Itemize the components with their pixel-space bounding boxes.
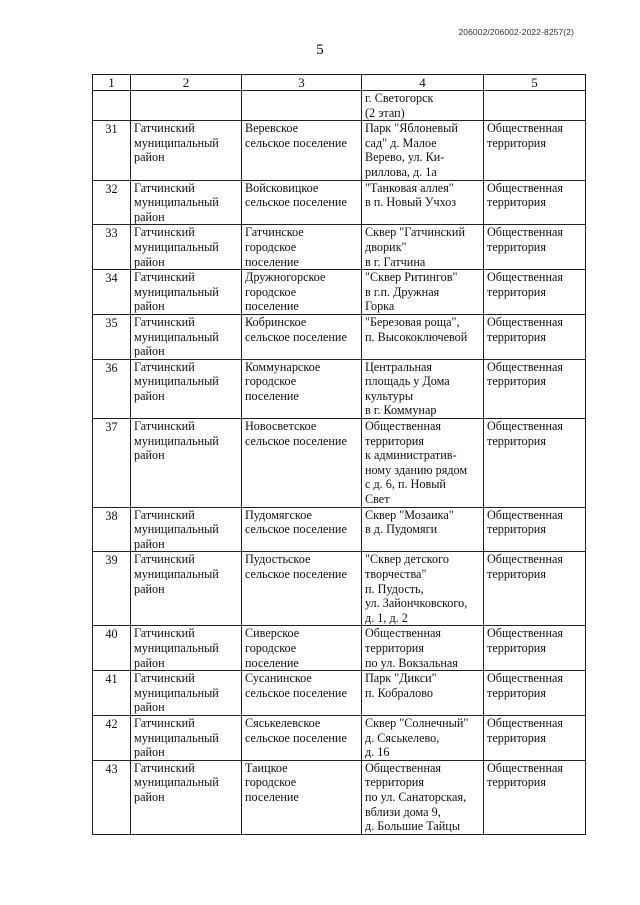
cell-line: Войсковицкое [245,180,319,195]
cell-line: вблизи дома 9, [365,804,441,819]
cell-line: муниципальный [134,522,219,537]
territories-table [92,74,586,835]
cell-line: район [134,745,165,760]
cell-line: территория [487,567,546,581]
cell-line: территория [487,433,546,448]
cell-line: район [134,254,165,269]
cell-line: городское [245,775,297,790]
cell-line: Гатчинский [134,507,195,522]
cell-line: территория [487,329,546,344]
table-row [93,314,586,359]
type-cell [484,507,586,552]
type-cell [484,715,586,760]
row-number: 35 [93,314,131,359]
row-number: 33 [93,225,131,270]
table-row [93,270,586,315]
row-number: 36 [93,359,131,418]
cell-line: Гатчинский [134,715,195,730]
municipality-cell [131,507,242,552]
cell-line: район [134,150,165,165]
cell-line: территория [365,433,424,448]
type-cell [484,359,586,418]
settlement-cell [242,552,362,626]
cell-line: муниципальный [134,374,219,389]
location-cell [362,715,484,760]
cell-line: городское [245,640,297,655]
cell-line: Общественная [487,314,563,329]
cell-line: сельское поселение [245,433,347,448]
table-row [93,507,586,552]
settlement-cell [242,507,362,552]
cell-line: риллова, д. 1а [365,164,437,179]
row-number: 40 [93,626,131,671]
column-header: 1 [93,75,131,91]
type-cell [484,671,586,716]
settlement-cell [242,419,362,508]
cell-line: Общественная [487,270,563,285]
row-number: 43 [93,760,131,834]
settlement-cell [242,715,362,760]
cell-line: в п. Новый Учхоз [365,195,457,210]
column-header: 2 [131,75,242,91]
municipality-cell [131,121,242,180]
table-row [93,715,586,760]
cell-line: "Сквер Ритингов" [365,270,458,285]
type-cell [484,552,586,626]
row-number: 31 [93,121,131,180]
cell-line: сельское поселение [245,195,347,210]
cell-line: поселение [245,789,299,804]
location-cell [362,359,484,418]
cell-line: Общественная [365,419,441,434]
cell-line: Сквер "Солнечный" [365,715,469,730]
cell-line: муниципальный [134,329,219,344]
cell-line: Общественная [487,760,563,775]
cell-line: п. Пудость, [365,581,424,596]
cell-line: территория [487,239,546,254]
cell-line: Дружногорское [245,270,326,285]
cell-line: п. Высокоключевой [365,329,468,344]
cell-line: Гатчинский [134,225,195,240]
cell-line: творчества" [365,567,427,581]
municipality-cell [131,552,242,626]
cell-line: муниципальный [134,640,219,655]
cell-line: Гатчинский [134,552,195,567]
type-cell [484,314,586,359]
cell-line: д. Сяськелево, [365,730,440,745]
row-number: 34 [93,270,131,315]
cell-line: Парк "Дикси" [365,671,437,686]
cell-line: Гатчинский [134,314,195,329]
cell-line: территория [487,685,546,700]
cell-line: "Березовая роща", [365,314,460,329]
cell-line: в г. Коммунар [365,403,437,418]
cell-line: Пудомягское [245,507,312,522]
type-cell [484,121,586,180]
cell-line: Гатчинский [134,121,195,136]
cell-line: район [134,581,165,596]
cell-line: Общественная [365,760,441,775]
cell-line: район [134,299,165,314]
cell-line: "Танковая аллея" [365,180,454,195]
municipality-cell [131,419,242,508]
cell-line: сельское поселение [245,567,347,581]
column-number-row [93,75,586,91]
cell-line: Гатчинский [134,671,195,686]
cell-line: Гатчинский [134,180,195,195]
cell-line: д. 16 [365,745,390,760]
cell-line: сельское поселение [245,522,347,537]
cell-line: территория [487,640,546,655]
cell-line: сад" д. Малое [365,135,437,150]
cell-line: д. 1, д. 2 [365,610,408,625]
municipality-cell [131,180,242,225]
cell-line: площадь у Дома [365,374,450,389]
cell-line: муниципальный [134,730,219,745]
cell-line: Таицкое [245,760,288,775]
table-cell [242,91,362,121]
cell-line: Сиверское [245,626,300,641]
cell-line: Пудостьское [245,552,311,567]
cell-line: к административ- [365,448,457,463]
cell-line: Гатчинское [245,225,304,240]
cell-line: территория [487,284,546,299]
municipality-cell [131,270,242,315]
location-cell [362,671,484,716]
cell-line: Общественная [487,671,563,686]
row-number: 42 [93,715,131,760]
cell-line: дворик" [365,239,407,254]
cell-line: Сквер "Мозаика" [365,507,454,522]
cell-line: территория [487,730,546,745]
cell-line: Новосветское [245,419,317,434]
municipality-cell [131,715,242,760]
page-number: 5 [316,42,324,58]
settlement-cell [242,314,362,359]
table-row [93,180,586,225]
cell-line: в г.п. Дружная [365,284,440,299]
row-number: 41 [93,671,131,716]
settlement-cell [242,760,362,834]
cell-line: Горка [365,299,395,314]
cell-line: в г. Гатчина [365,254,426,269]
cell-line: Гатчинский [134,270,195,285]
municipality-cell [131,225,242,270]
row-number: 37 [93,419,131,508]
cell-line: район [134,448,165,463]
cell-line: сельское поселение [245,730,347,745]
cell-line: Общественная [487,419,563,434]
cell-line: район [134,344,165,359]
cell-line: Веревское [245,121,299,136]
table-row [93,225,586,270]
cell-line: Сяськелевское [245,715,321,730]
cell-line: район [134,789,165,804]
settlement-cell [242,626,362,671]
cell-line: территория [365,775,424,790]
cell-line: Общественная [487,507,563,522]
type-cell [484,270,586,315]
cell-line: район [134,536,165,551]
cell-line: (2 этап) [365,105,405,120]
location-cell [362,314,484,359]
type-cell [484,419,586,508]
cell-line: муниципальный [134,135,219,150]
cell-line: Гатчинский [134,419,195,434]
row-number: 38 [93,507,131,552]
type-cell [484,225,586,270]
municipality-cell [131,671,242,716]
cell-line: поселение [245,299,299,314]
table-row [93,121,586,180]
cell-line: муниципальный [134,685,219,700]
cell-line: муниципальный [134,433,219,448]
cell-line: в д. Пудомяги [365,522,438,537]
location-cell [362,419,484,508]
settlement-cell [242,359,362,418]
settlement-cell [242,671,362,716]
table-row [93,626,586,671]
cell-line: Гатчинский [134,359,195,374]
cell-line: сельское поселение [245,685,347,700]
cell-line: Общественная [487,121,563,136]
table-cell [484,91,586,121]
cell-line: Коммунарское [245,359,321,374]
cell-line: ул. Зайончковского, [365,596,468,611]
cell-line: сельское поселение [245,329,347,344]
type-cell [484,626,586,671]
cell-line: территория [365,640,424,655]
row-number: 32 [93,180,131,225]
cell-line: Гатчинский [134,626,195,641]
table-cell [362,91,484,121]
location-cell [362,552,484,626]
table-row [93,359,586,418]
cell-line: Общественная [365,626,441,641]
location-cell [362,225,484,270]
cell-line: Сквер "Гатчинский [365,225,465,240]
table-row [93,419,586,508]
cell-line: территория [487,522,546,537]
table-row [93,552,586,626]
settlement-cell [242,270,362,315]
cell-line: Общественная [487,626,563,641]
cell-line: муниципальный [134,567,219,581]
cell-line: территория [487,775,546,790]
cell-line: п. Кобралово [365,685,433,700]
location-cell [362,121,484,180]
cell-line: район [134,700,165,715]
document-id: 206002/206002-2022-8257(2) [458,27,574,37]
cell-line: "Сквер детского [365,552,449,567]
municipality-cell [131,359,242,418]
cell-line: д. Большие Тайцы [365,819,461,834]
cell-line: район [134,388,165,403]
cell-line: поселение [245,655,299,670]
cell-line: муниципальный [134,195,219,210]
location-cell [362,626,484,671]
table-cell [131,91,242,121]
cell-line: Сусанинское [245,671,312,686]
cell-line: поселение [245,388,299,403]
type-cell [484,760,586,834]
column-header: 3 [242,75,362,91]
cell-line: Кобринское [245,314,307,329]
cell-line: г. Светогорск [365,91,434,105]
table-row [93,760,586,834]
table-cell [93,91,131,121]
row-number: 39 [93,552,131,626]
location-cell [362,760,484,834]
cell-line: городское [245,284,297,299]
cell-line: Общественная [487,715,563,730]
cell-line: муниципальный [134,239,219,254]
cell-line: территория [487,135,546,150]
cell-line: с д. 6, п. Новый [365,477,446,492]
cell-line: городское [245,374,297,389]
settlement-cell [242,121,362,180]
cell-line: сельское поселение [245,135,347,150]
cell-line: ному зданию рядом [365,462,468,477]
cell-line: городское [245,239,297,254]
settlement-cell [242,180,362,225]
cell-line: район [134,209,165,224]
cell-line: по ул. Санаторская, [365,789,467,804]
cell-line: Гатчинский [134,760,195,775]
cell-line: район [134,655,165,670]
cell-line: поселение [245,254,299,269]
continuation-row [93,91,586,121]
cell-line: территория [487,374,546,389]
cell-line: Общественная [487,359,563,374]
type-cell [484,180,586,225]
cell-line: территория [487,195,546,210]
cell-line: муниципальный [134,284,219,299]
municipality-cell [131,760,242,834]
cell-line: по ул. Вокзальная [365,655,458,670]
cell-line: Общественная [487,225,563,240]
cell-line: Центральная [365,359,432,374]
location-cell [362,180,484,225]
municipality-cell [131,314,242,359]
column-header: 4 [362,75,484,91]
column-header: 5 [484,75,586,91]
table-row [93,671,586,716]
cell-line: муниципальный [134,775,219,790]
location-cell [362,270,484,315]
cell-line: Парк "Яблоневый [365,121,458,136]
cell-line: Верево, ул. Ки- [365,150,445,165]
cell-line: Свет [365,492,390,507]
settlement-cell [242,225,362,270]
cell-line: Общественная [487,180,563,195]
location-cell [362,507,484,552]
municipality-cell [131,626,242,671]
cell-line: культуры [365,388,414,403]
cell-line: Общественная [487,552,563,567]
